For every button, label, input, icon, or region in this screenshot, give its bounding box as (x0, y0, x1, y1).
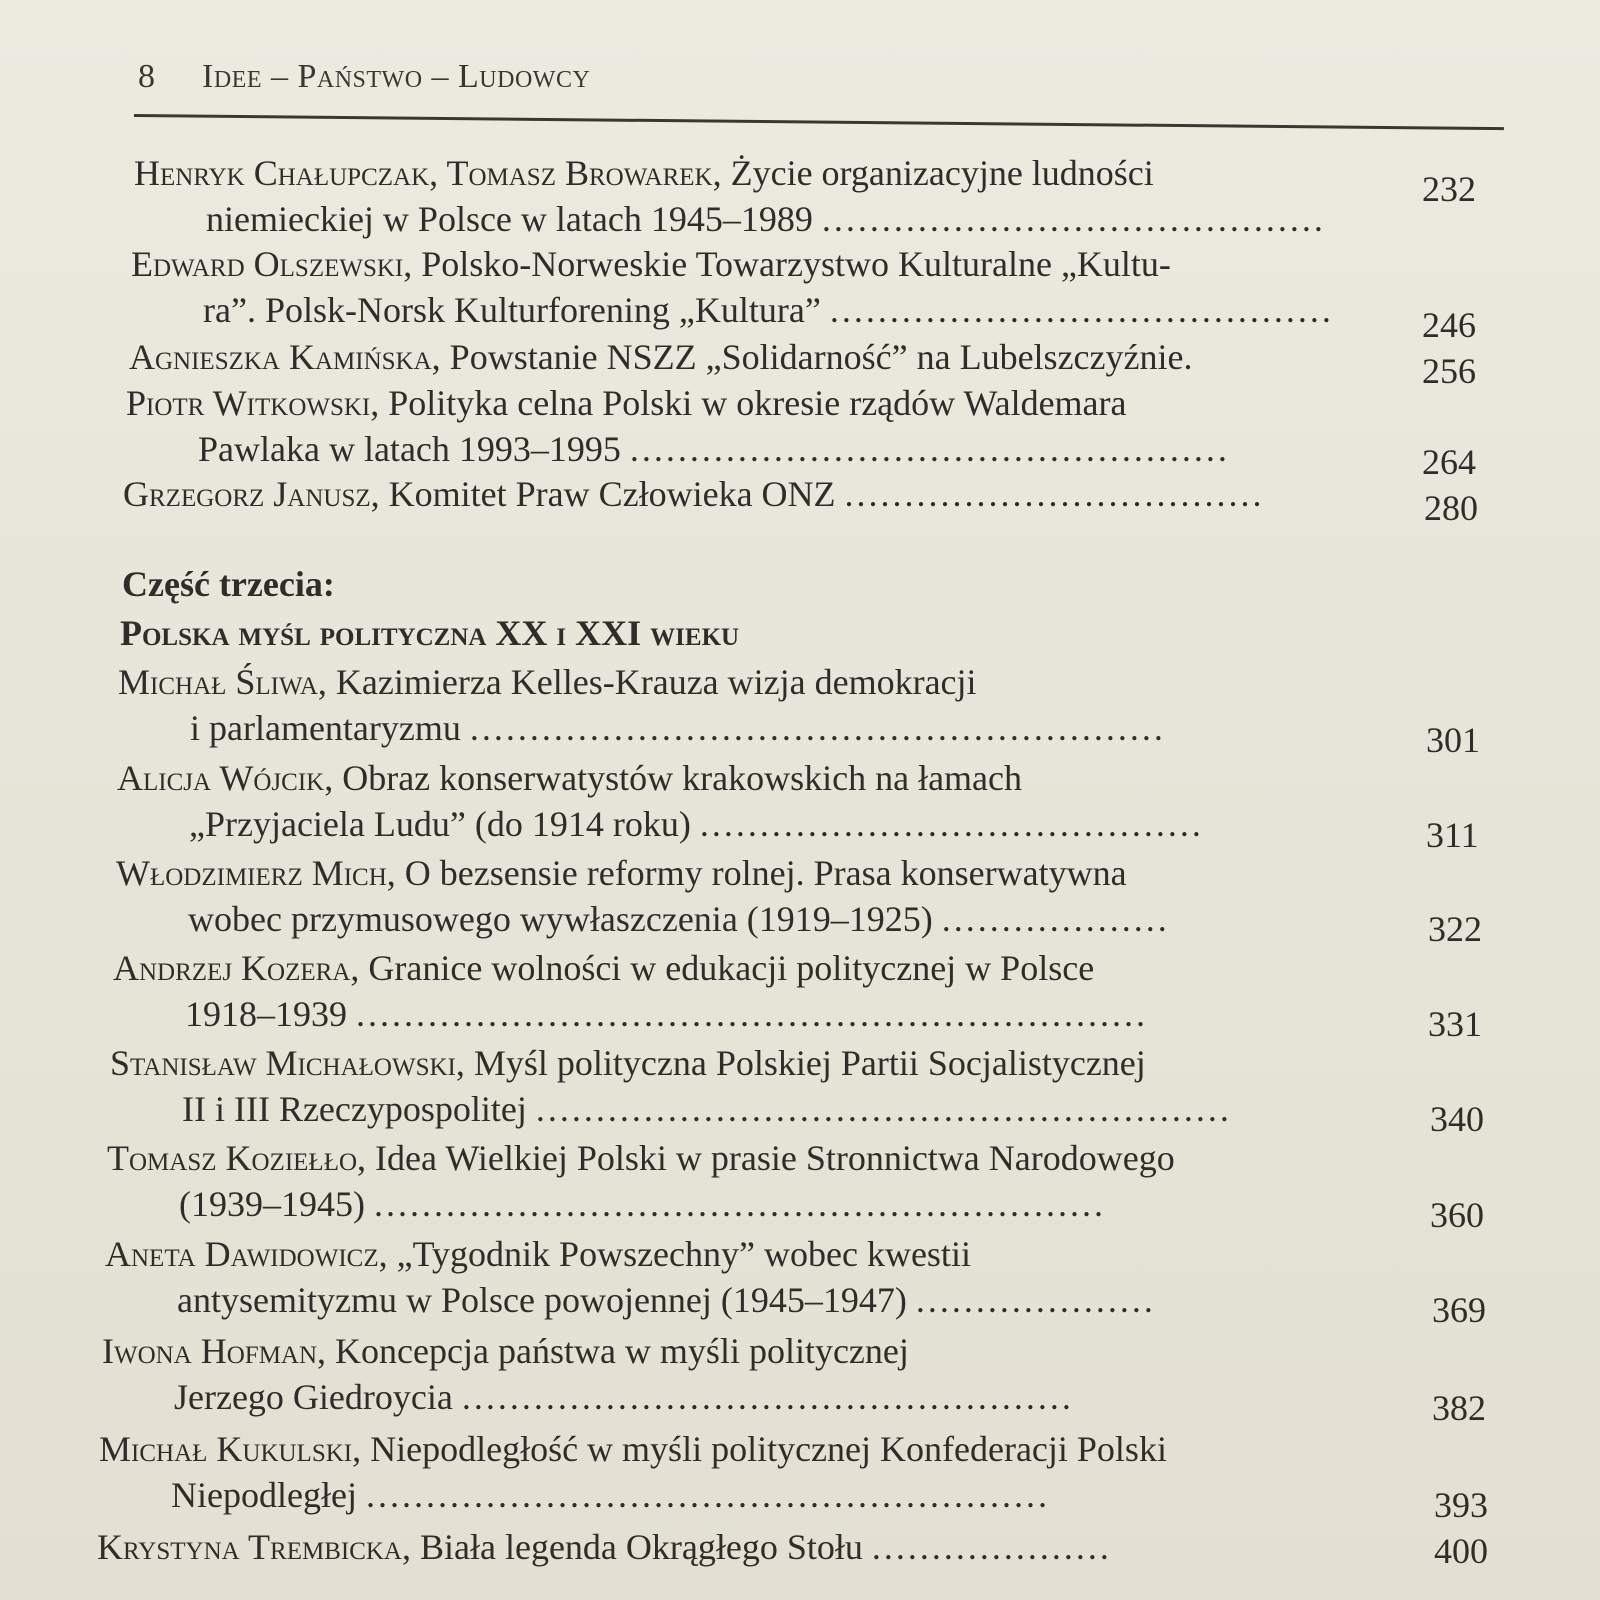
entry-title-cont: Jerzego Giedroycia (174, 1377, 453, 1417)
entry-author: Stanisław Michałowski, (110, 1043, 465, 1083)
entry-title: Biała legenda Okrągłego Stołu (419, 1527, 863, 1567)
entry-page: 322 (1428, 909, 1482, 949)
entry-title: Komitet Praw Człowieka ONZ (388, 474, 836, 514)
entry-title-cont: „Przyjaciela Ludu” (do 1914 roku) (189, 804, 691, 844)
part-title: Polska myśl polityczna XX i XXI wieku (120, 613, 740, 653)
entry-page: 301 (1426, 720, 1480, 760)
entry-page: 264 (1422, 442, 1476, 482)
entry-author: Andrzej Kozera, (113, 948, 360, 988)
entry-title: „Tygodnik Powszechny” wobec kwestii (396, 1234, 971, 1274)
entry-author: Krystyna Trembicka, (97, 1527, 411, 1567)
entry-author: Piotr Witkowski, (126, 383, 380, 423)
entry-title-cont: 1918–1939 (185, 994, 347, 1034)
entry-title: Idea Wielkiej Polski w prasie Stronnictwa Narodowego (375, 1138, 1175, 1178)
leader-dots: ................................................... (461, 1377, 1074, 1417)
entry-title-cont: ra”. Polsk-Norsk Kulturforening „Kultura” (203, 290, 821, 330)
leader-dots: .................................................................. (356, 994, 1148, 1034)
entry-title: Granice wolności w edukacji politycznej w Polsce (368, 948, 1095, 988)
toc-entry (97, 1524, 1112, 1570)
entry-author: Alicja Wójcik, (117, 758, 334, 798)
entry-title-cont: antysemityzmu w Polsce powojennej (1945–1947) (177, 1280, 907, 1320)
entry-page: 369 (1432, 1290, 1486, 1330)
entry-title: Niepodległość w myśli politycznej Konfederacji Polski (370, 1429, 1167, 1469)
entry-author: Grzegorz Janusz, (123, 474, 380, 514)
running-head (138, 58, 590, 96)
leader-dots: .......................................................... (469, 708, 1166, 748)
header-rule (134, 114, 1504, 130)
entry-page: 382 (1432, 1388, 1486, 1428)
entry-title-cont: II i III Rzeczypospolitej (182, 1089, 527, 1129)
entry-title-cont: Niepodległej (171, 1475, 357, 1515)
entry-page: 280 (1424, 488, 1478, 528)
entry-title-cont: i parlamentaryzmu (190, 708, 461, 748)
entry-page: 340 (1430, 1099, 1484, 1139)
running-title: Idee – Państwo – Ludowcy (202, 58, 591, 95)
toc-entry (134, 150, 1326, 242)
entry-title: Polityka celna Polski w okresie rządów Waldemara (388, 383, 1127, 423)
leader-dots: ............................................................. (373, 1184, 1106, 1224)
leader-dots: ......................................................... (365, 1475, 1050, 1515)
toc-entry (129, 334, 1192, 380)
toc-entry (123, 471, 1265, 517)
entry-title: O bezsensie reformy rolnej. Prasa konserwatywna (404, 853, 1127, 893)
entry-title: Powstanie NSZZ „Solidarność” na Lubelszczyźnie. (449, 337, 1193, 377)
toc-entry (110, 1040, 1232, 1132)
entry-author: Henryk Chałupczak, Tomasz Browarek, (134, 153, 722, 193)
entry-title-cont: Pawlaka w latach 1993–1995 (198, 429, 621, 469)
part-label: Część trzecia: (122, 564, 335, 604)
toc-entry (105, 1231, 1156, 1323)
entry-page: 400 (1434, 1531, 1488, 1571)
entry-author: Iwona Hofman, (102, 1331, 327, 1371)
entry-author: Aneta Dawidowicz, (105, 1234, 388, 1274)
toc-entry (102, 1328, 1074, 1420)
entry-title: Życie organizacyjne ludności (730, 153, 1154, 193)
entry-page: 311 (1426, 815, 1479, 855)
leader-dots: .......................................... (829, 290, 1334, 330)
entry-author: Michał Śliwa, (118, 662, 327, 702)
toc-entry (113, 945, 1148, 1037)
entry-title-cont: niemieckiej w Polsce w latach 1945–1989 (206, 199, 813, 239)
toc-entry (117, 755, 1204, 847)
entry-title: Myśl polityczna Polskiej Partii Socjalistycznej (473, 1043, 1146, 1083)
entry-title: Kazimierza Kelles-Krauza wizja demokracji (335, 662, 977, 702)
entry-title-cont: wobec przymusowego wywłaszczenia (1919–1925) (188, 899, 933, 939)
entry-author: Agnieszka Kamińska, (129, 337, 441, 377)
entry-title-cont: (1939–1945) (179, 1184, 365, 1224)
entry-page: 360 (1430, 1195, 1484, 1235)
leader-dots: .......................................... (699, 804, 1204, 844)
entry-page: 393 (1434, 1485, 1488, 1525)
leader-dots: .................... (871, 1527, 1112, 1567)
leader-dots: ................................... (844, 474, 1265, 514)
leader-dots: ................... (941, 899, 1170, 939)
leader-dots: .................... (915, 1280, 1156, 1320)
entry-author: Michał Kukulski, (99, 1429, 362, 1469)
toc-entry (116, 850, 1170, 942)
entry-title: Polsko-Norweskie Towarzystwo Kulturalne „Kultu- (421, 244, 1171, 284)
toc-entry (131, 241, 1334, 333)
entry-page: 246 (1422, 305, 1476, 345)
entry-author: Edward Olszewski, (131, 244, 413, 284)
entry-title: Koncepcja państwa w myśli politycznej (335, 1331, 909, 1371)
entry-page: 232 (1422, 169, 1476, 209)
toc-entry (99, 1426, 1167, 1518)
leader-dots: .................................................. (629, 429, 1230, 469)
entry-page: 331 (1428, 1004, 1482, 1044)
entry-author: Włodzimierz Mich, (116, 853, 396, 893)
toc-entry (107, 1135, 1175, 1227)
entry-page: 256 (1422, 351, 1476, 391)
toc-entry (118, 659, 1166, 751)
leader-dots: .......................................... (821, 199, 1326, 239)
leader-dots: .......................................................... (535, 1089, 1232, 1129)
toc-entry (126, 380, 1230, 472)
entry-author: Tomasz Koziełło, (107, 1138, 367, 1178)
page-number: 8 (138, 58, 156, 95)
entry-title: Obraz konserwatystów krakowskich na łamach (342, 758, 1022, 798)
